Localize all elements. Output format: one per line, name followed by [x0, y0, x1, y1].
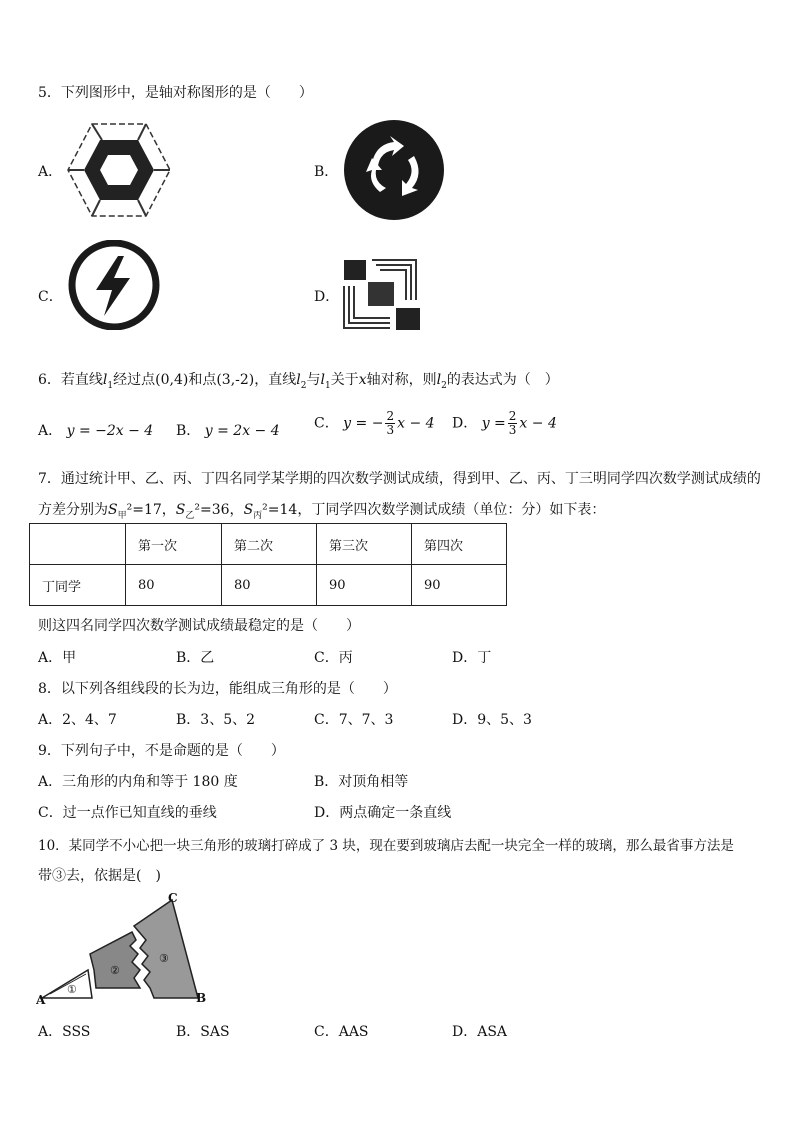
piece-1-label: ① [67, 983, 77, 996]
q6-option-c[interactable]: C． y = − $\frac{2}{3}$ x − 4 [314, 409, 435, 437]
vertex-c-label: C [168, 891, 178, 905]
q10-option-c[interactable]: C．AAS [314, 1024, 369, 1040]
q8-option-a[interactable]: A．2、4、7 [38, 712, 117, 728]
table-cell: 90 [412, 565, 507, 606]
fraction: $\frac{2}{3}$ [508, 409, 517, 437]
q5-figure-a-hexagon-icon [62, 120, 172, 220]
piece-3-label: ③ [159, 952, 169, 965]
table-cell: 80 [126, 565, 222, 606]
q7-option-a[interactable]: A．甲 [38, 650, 77, 666]
q10-option-a[interactable]: A．SSS [38, 1024, 91, 1040]
q6-option-d[interactable]: D． y = $\frac{2}{3}$ x − 4 [452, 409, 557, 437]
table-cell: 丁同学 [30, 565, 126, 606]
q7-stem-line1: 7．通过统计甲、乙、丙、丁四名同学某学期的四次数学测试成绩，得到甲、乙、丙、丁三明同学四次数学测试成绩的 [38, 471, 761, 487]
table-cell [30, 524, 126, 565]
q9-stem: 9．下列句子中，不是命题的是（ ） [38, 743, 285, 759]
table-cell: 80 [222, 565, 317, 606]
table-row [30, 565, 507, 606]
q7-question: 则这四名同学四次数学测试成绩最稳定的是（ ） [38, 618, 360, 634]
q9-option-a[interactable]: A．三角形的内角和等于 180 度 [38, 774, 238, 790]
q6-option-a[interactable]: A． y = −2x − 4 [38, 423, 154, 439]
q5-option-c-label[interactable]: C． [38, 289, 63, 305]
table-header-cell: 第三次 [317, 524, 412, 565]
q5-option-d-label[interactable]: D． [314, 289, 340, 305]
q6-stem: 6．若直线$l_1$经过点(0,4)和点(3,-2)，直线$l_2$与$l_1$关于x轴对称，则$l_2$的表达式为（ ） [38, 372, 559, 391]
table-cell: 90 [317, 565, 412, 606]
q5-figure-d-squares-icon [342, 256, 422, 332]
q10-option-d[interactable]: D．ASA [452, 1024, 508, 1040]
q9-option-c[interactable]: C．过一点作已知直线的垂线 [38, 805, 217, 821]
q5-option-a-label[interactable]: A． [38, 164, 63, 180]
vertex-a-label: A [36, 993, 46, 1007]
q7-option-c[interactable]: C．丙 [314, 650, 353, 666]
broken-glass-triangle-figure [36, 890, 220, 1008]
q8-stem: 8．以下列各组线段的长为边，能组成三角形的是（ ） [38, 681, 397, 697]
q8-option-b[interactable]: B．3、5、2 [176, 712, 256, 728]
q5-figure-b-recycle-icon [342, 118, 446, 222]
fraction: $\frac{2}{3}$ [386, 409, 395, 437]
table-header-cell: 第四次 [412, 524, 507, 565]
q6-option-b[interactable]: B． y = 2x − 4 [176, 423, 280, 439]
q5-stem: 5．下列图形中，是轴对称图形的是（ ） [38, 85, 313, 101]
score-table [29, 523, 507, 606]
table-header-cell: 第一次 [126, 524, 222, 565]
q5-option-b-label[interactable]: B． [314, 164, 339, 180]
vertex-b-label: B [196, 991, 207, 1005]
q10-option-b[interactable]: B．SAS [176, 1024, 230, 1040]
q7-stem-line2: 方差分别为$S_甲^2=17$，$S_乙^2=36$，$S_丙^2=14$，丁同学四次数学测试成绩（单位：分）如下表： [38, 502, 606, 521]
q9-option-d[interactable]: D．两点确定一条直线 [314, 805, 452, 821]
q10-stem-line2: 带③去，依据是( ) [38, 868, 161, 884]
q7-option-b[interactable]: B．乙 [176, 650, 215, 666]
piece-2-label: ② [110, 964, 120, 977]
q10-stem-line1: 10．某同学不小心把一块三角形的玻璃打碎成了 3 块，现在要到玻璃店去配一块完全一样的玻璃，那么最省事方法是 [38, 838, 734, 854]
table-header-row [30, 524, 507, 565]
q5-figure-c-lightning-icon [62, 240, 166, 330]
table-header-cell: 第二次 [222, 524, 317, 565]
q8-option-c[interactable]: C．7、7、3 [314, 712, 394, 728]
q7-option-d[interactable]: D．丁 [452, 650, 492, 666]
q9-option-b[interactable]: B．对顶角相等 [314, 774, 409, 790]
q8-option-d[interactable]: D．9、5、3 [452, 712, 532, 728]
